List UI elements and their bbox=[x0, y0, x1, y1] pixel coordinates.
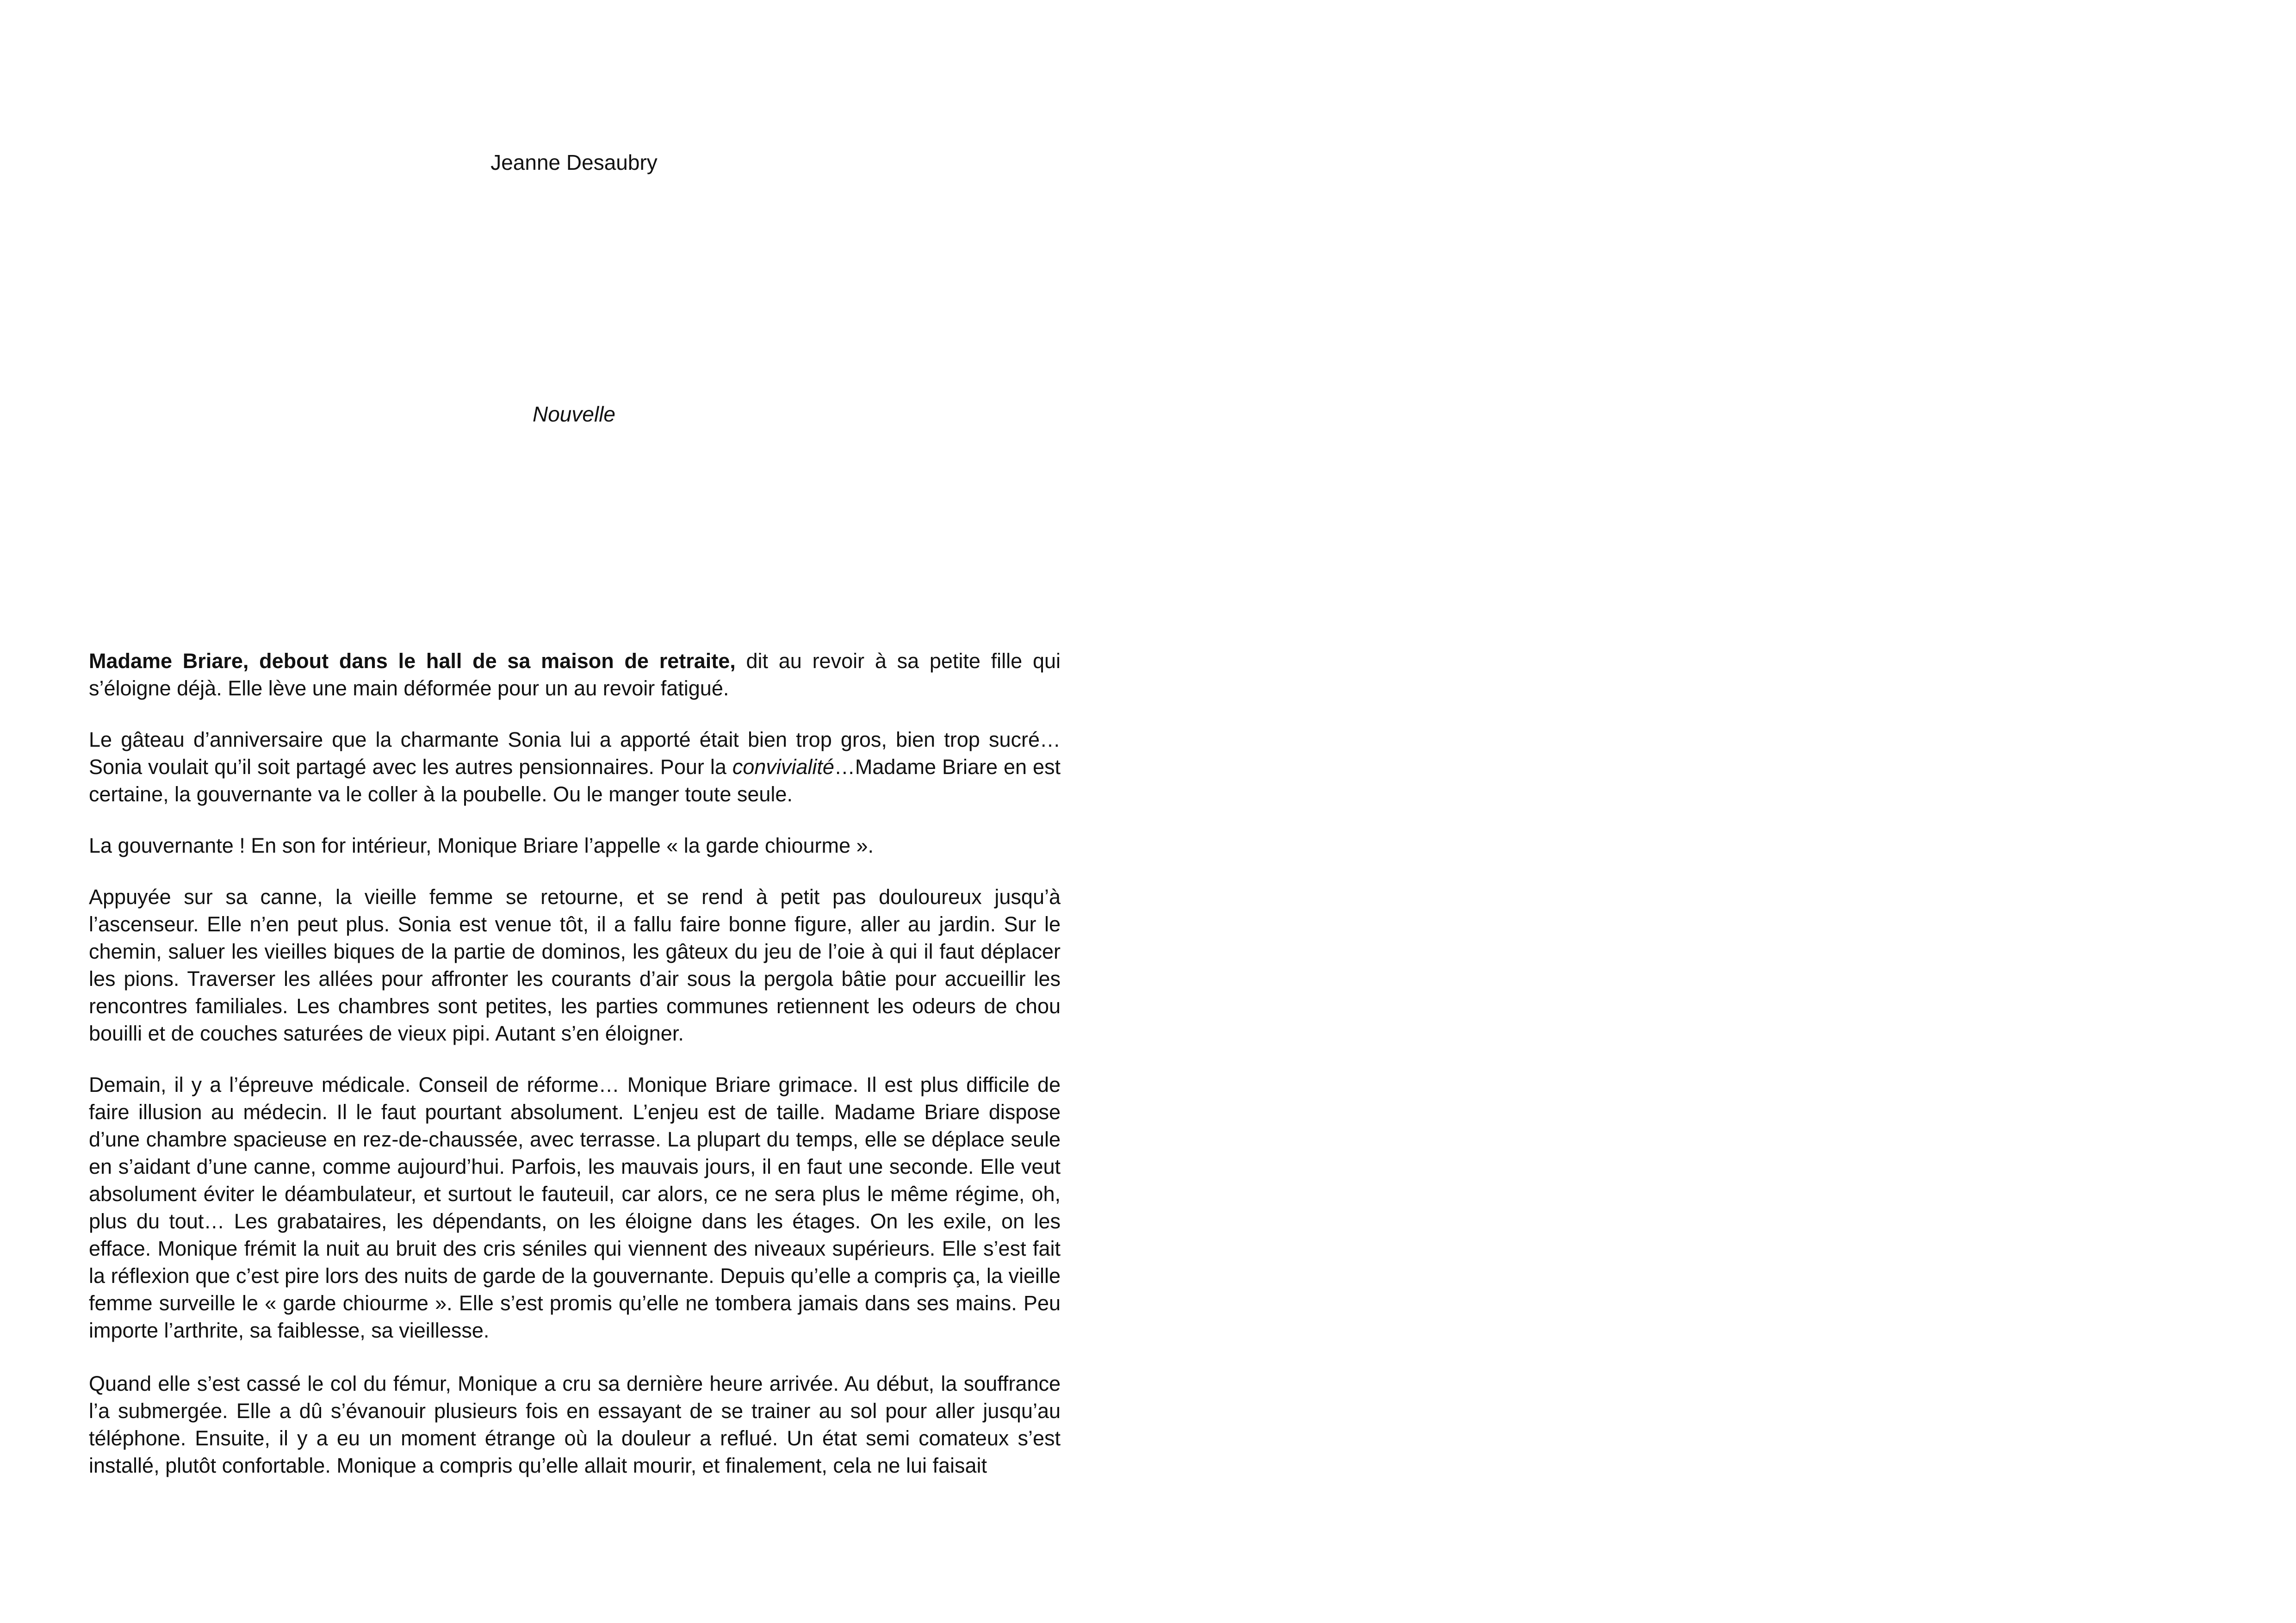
paragraph bbox=[89, 647, 1061, 702]
paragraph-text: dit au revoir à sa petite fille qui s’éloigne déjà. Elle lève une main déformée pour un au revoir fatigué. bbox=[89, 649, 1061, 700]
paragraph-text: …Madame Briare en est certaine, la gouvernante va le coller à la poubelle. Ou le manger toute seule. bbox=[89, 755, 1061, 806]
opening-bold-phrase: Madame Briare, debout dans le hall de sa maison de retraite, bbox=[89, 649, 736, 673]
paragraph: Demain, il y a l’épreuve médicale. Conseil de réforme… Monique Briare grimace. Il est plus difficile de faire illusion au médecin. Il le faut pourtant absolument. L’enjeu est de taille. Madame Briare dispose d’une chambre spacieuse en rez-de-chaussée, avec terrasse. La plupart du temps, elle se déplace seule en s’aidant d’une canne, comme aujourd’hui. Parfois, les mauvais jours, il en faut une seconde. Elle veut absolument éviter le déambulateur, et surtout le fauteuil, car alors, ce ne sera plus le même régime, oh, plus du tout… Les grabataires, les dépendants, on les éloigne dans les étages. On les exile, on les efface. Monique frémit la nuit au bruit des cris séniles qui viennent des niveaux supérieurs. Elle s’est fait la réflexion que c’est pire lors des nuits de garde de la gouvernante. Depuis qu’elle a compris ça, la vieille femme surveille le « garde chiourme ». Elle s’est promis qu’elle ne tombera jamais dans ses mains. Peu importe l’arthrite, sa faiblesse, sa vieillesse. bbox=[89, 1073, 1061, 1342]
right-page bbox=[1148, 0, 2296, 1623]
paragraph bbox=[89, 726, 1061, 808]
paragraph: Appuyée sur sa canne, la vieille femme se retourne, et se rend à petit pas douloureux jusqu’à l’ascenseur. Elle n’en peut plus. Sonia est venue tôt, il a fallu faire bonne figure, aller au jardin. Sur le chemin, saluer les vieilles biques de la partie de dominos, les gâteux du jeu de l’oie à qui il faut déplacer les pions. Traverser les allées pour affronter les courants d’air sous la pergola bâtie pour accueillir les rencontres familiales. Les chambres sont petites, les parties communes retiennent les odeurs de chou bouilli et de couches saturées de vieux pipi. Autant s’en éloigner. bbox=[89, 885, 1061, 1045]
paragraph-text: Le gâteau d’anniversaire que la charmante Sonia lui a apporté était bien trop gros, bien trop sucré… Sonia voulait qu’il soit partagé avec les autres pensionnaires. Pour la bbox=[89, 728, 1061, 779]
paragraph: La gouvernante ! En son for intérieur, Monique Briare l’appelle « la garde chiourme ». bbox=[89, 834, 874, 857]
emphasis-word: convivialité bbox=[732, 755, 834, 779]
genre-label: Nouvelle bbox=[533, 402, 615, 426]
author-name: Jeanne Desaubry bbox=[490, 150, 658, 174]
left-page-body bbox=[89, 647, 1061, 1503]
paragraph: Quand elle s’est cassé le col du fémur, Monique a cru sa dernière heure arrivée. Au début, la souffrance l’a submergée. Elle a dû s’évanouir plusieurs fois en essayant de se trainer au sol pour aller jusqu’au téléphone. Ensuite, il y a eu un moment étrange où la douleur a reflué. Un état semi comateux s’est installé, plutôt confortable. Monique a compris qu’elle allait mourir, et finalement, cela ne lui faisait bbox=[89, 1372, 1061, 1477]
